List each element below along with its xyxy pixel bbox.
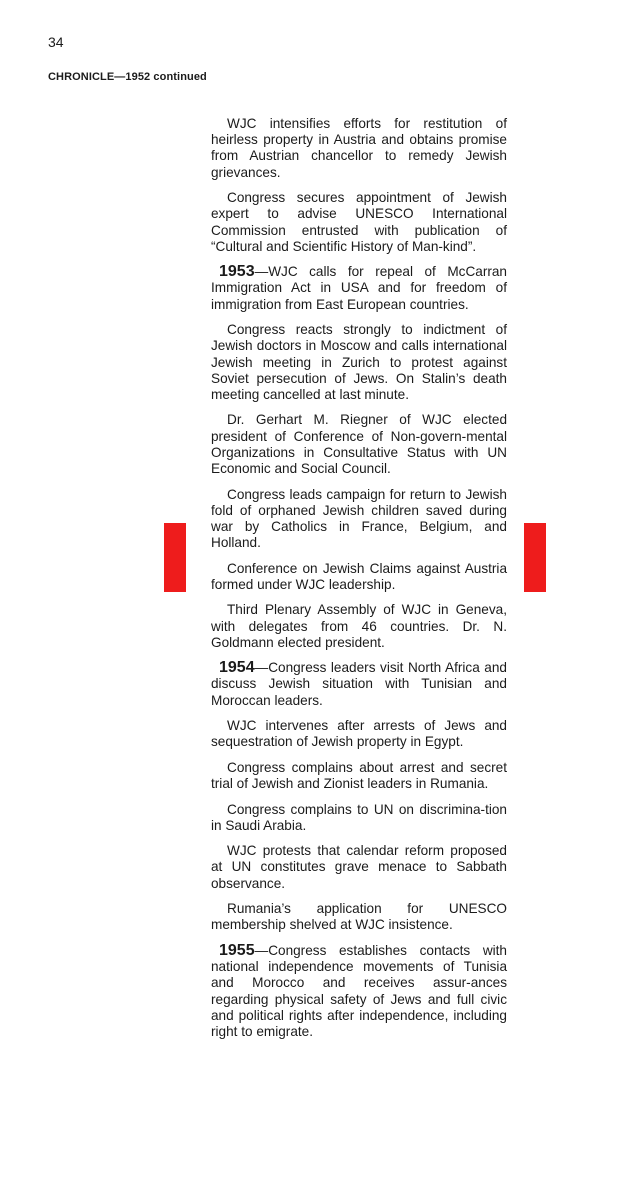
running-head: CHRONICLE—1952 continued (48, 71, 207, 83)
entry-text: Third Plenary Assembly of WJC in Geneva, with delegates from 46 countries. Dr. N. Goldmann elected president. (211, 602, 507, 650)
chronicle-column (211, 116, 507, 1049)
entry-paragraph (211, 322, 507, 403)
entry-text: Congress secures appointment of Jewish expert to advise UNESCO International Commission entrusted with publication of “Cultural and Scientific History of Man-kind”. (211, 190, 507, 254)
entry-text: Congress reacts strongly to indictment of Jewish doctors in Moscow and calls international Jewish meeting in Zurich to protest against Soviet persecution of Jews. On Stalin’s death meeting cancelled at last minute. (211, 322, 507, 402)
entry-paragraph (211, 116, 507, 181)
entry-paragraph (211, 901, 507, 933)
entry-paragraph (211, 802, 507, 834)
entry-paragraph (211, 190, 507, 255)
entry-paragraph-marked (211, 487, 507, 552)
entry-paragraph (211, 718, 507, 750)
entry-paragraph (211, 760, 507, 792)
page-number: 34 (48, 34, 64, 50)
entry-year: 1953 (219, 263, 255, 281)
entry-paragraph (211, 602, 507, 651)
entry-text: Conference on Jewish Claims against Austria formed under WJC leadership. (211, 560, 507, 592)
margin-marker-right (524, 523, 546, 592)
entry-text: Dr. Gerhart M. Riegner of WJC elected president of Conference of Non-govern-mental Organizations in Consultative Status with UN Economic and Social Council. (211, 412, 507, 477)
entry-paragraph (211, 843, 507, 892)
entry-text: WJC protests that calendar reform proposed at UN constitutes grave menace to Sabbath observance. (211, 843, 507, 891)
entry-text: WJC intervenes after arrests of Jews and sequestration of Jewish property in Egypt. (211, 718, 507, 750)
entry-text: WJC intensifies efforts for restitution of heirless property in Austria and obtains promise from Austrian chancellor to remedy Jewish grievances. (211, 116, 507, 180)
entry-paragraph-1953 (211, 264, 507, 313)
entry-year: 1954 (219, 659, 255, 677)
entry-paragraph (211, 561, 507, 593)
entry-paragraph (211, 412, 507, 477)
entry-text: —Congress leaders visit North Africa and discuss Jewish situation with Tunisian and Moroccan leaders. (211, 660, 507, 708)
entry-text: Congress complains to UN on discrimina-tion in Saudi Arabia. (211, 801, 507, 833)
entry-paragraph-1955 (211, 943, 507, 1040)
margin-marker-left (164, 523, 186, 592)
entry-text: Rumania’s application for UNESCO membership shelved at WJC insistence. (211, 901, 507, 933)
entry-text: Congress leads campaign for return to Jewish fold of orphaned Jewish children saved during war by Catholics in France, Belgium, and Holland. (211, 486, 507, 551)
entry-text: Congress complains about arrest and secret trial of Jewish and Zionist leaders in Rumania. (211, 759, 507, 792)
entry-text: —WJC calls for repeal of McCarran Immigration Act in USA and for freedom of immigration from East European countries. (211, 264, 507, 312)
entry-paragraph-1954 (211, 660, 507, 709)
entry-text: —Congress establishes contacts with national independence movements of Tunisia and Morocco and receives assur-ances regarding physical safety of Jews and full civic and political rights after independence, including right to emigrate. (211, 942, 507, 1039)
entry-year: 1955 (219, 941, 255, 959)
